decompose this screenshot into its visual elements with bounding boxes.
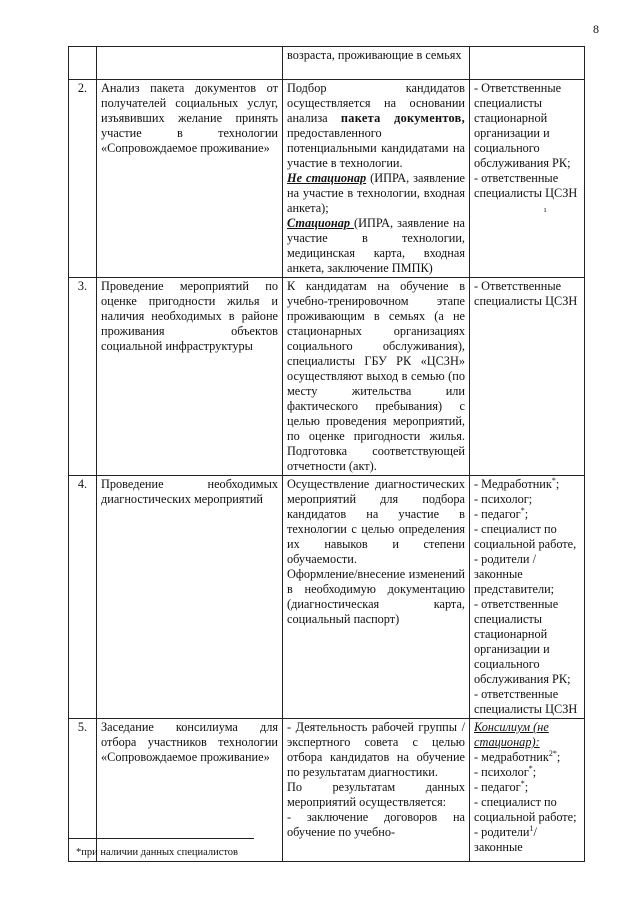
description-cell	[283, 80, 470, 278]
description-text: Подбор кандидатов осуществляется на основании анализа	[287, 81, 465, 125]
description-cell: К кандидатам на обучение в учебно-тренировочном этапе проживающим в семьях (а не стационарных организациях социального обслуживания), специалисты ГБУ РК «ЦСЗН» осуществляют выход в семью (по месту жительства или фактического пребывания) с целью проведения мероприятий, по оценке пригодности жилья. Подготовка соответствующей отчетности (акт).	[283, 278, 470, 476]
responsible-item: - Медработник*;	[474, 475, 560, 491]
stray-mark: ı	[544, 205, 547, 214]
responsible-item: - ответственные специалисты ЦСЗН	[474, 171, 578, 200]
stage-cell: Анализ пакета документов от получателей социальных услуг, изъявивших желание принять участие в технологии «Сопровождаемое проживание»	[97, 80, 283, 278]
table-row	[69, 278, 585, 476]
table-row	[69, 719, 585, 862]
responsible-cell	[470, 719, 585, 862]
responsible-cell	[470, 476, 585, 719]
row-number: 5.	[69, 719, 97, 862]
stage-cell: Заседание консилиума для отбора участников технологии «Сопровождаемое проживание»	[97, 719, 283, 862]
council-heading: Консилиум (не стационар):	[474, 720, 549, 749]
footnote: *при наличии данных специалистов	[76, 847, 239, 858]
stage-cell: Проведение необходимых диагностических мероприятий	[97, 476, 283, 719]
description-cell: возраста, проживающие в семьях	[283, 47, 470, 80]
responsible-item: - специалист по социальной работе;	[474, 795, 577, 824]
responsible-item: - ответственные специалисты ЦСЗН	[474, 687, 578, 716]
description-paragraph: Осуществление диагностических мероприятий для подбора кандидатов на участие в технологии с целью определения их навыков и степени обучаемости.	[287, 477, 465, 566]
responsible-item: - медработник$^{2*}$;	[474, 748, 561, 764]
table-row	[69, 476, 585, 719]
responsible-cell	[470, 80, 585, 278]
row-number: 3.	[69, 278, 97, 476]
responsible-item: - родители$^1$/ законные	[474, 823, 537, 854]
description-paragraph: Оформление/внесение изменений в необходимую документацию (диагностическая карта, социальный паспорт)	[287, 567, 465, 626]
responsible-item: - родители / законные представители;	[474, 552, 555, 596]
responsible-item: - педагог*;	[474, 778, 529, 794]
row-number	[69, 47, 97, 80]
responsible-item: - психолог;	[474, 492, 533, 506]
responsible-cell	[470, 47, 585, 80]
stages-table	[68, 46, 585, 862]
page-number: 8	[593, 22, 599, 36]
footnote-divider	[68, 838, 254, 839]
description-paragraph: По результатам данных мероприятий осуществляется:	[287, 780, 465, 809]
responsible-item: - ответственные специалисты стационарной организации и социального обслуживания РК;	[474, 597, 571, 686]
description-emphasis: пакета документов,	[340, 111, 465, 125]
responsible-item: - психолог*;	[474, 763, 537, 779]
non-stationary-label: Не стационар	[287, 171, 367, 185]
responsible-cell	[470, 278, 585, 476]
stage-cell: Проведение мероприятий по оценке пригодности жилья и наличия необходимых в районе проживания объектов социальной инфраструктуры	[97, 278, 283, 476]
non-stationary-docs: (ИПРА, заявление на участие в технологии, входная анкета);	[287, 171, 465, 215]
responsible-item: - педагог*;	[474, 505, 529, 521]
table-row	[69, 80, 585, 278]
stage-cell	[97, 47, 283, 80]
row-number: 4.	[69, 476, 97, 719]
description-cell	[283, 719, 470, 862]
responsible-item: - Ответственные специалисты ЦСЗН	[474, 279, 578, 308]
responsible-item: - специалист по социальной работе,	[474, 522, 577, 551]
description-paragraph: - Деятельность рабочей группы / экспертного совета с целью отбора кандидатов на обучение по результатам диагностики.	[287, 720, 465, 779]
row-number: 2.	[69, 80, 97, 278]
description-text: предоставленного потенциальными кандидатами на участие в технологии.	[287, 126, 465, 170]
description-paragraph: - заключение договоров на обучение по учебно-	[287, 810, 465, 839]
description-cell	[283, 476, 470, 719]
table-row	[69, 47, 585, 80]
stationary-label: Стационар	[287, 216, 355, 230]
responsible-item: - Ответственные специалисты стационарной организации и социального обслуживания РК;	[474, 81, 571, 170]
stationary-docs: (ИПРА, заявление на участие в технологии, медицинская карта, входная анкета, заключение ПМПК)	[287, 216, 465, 275]
